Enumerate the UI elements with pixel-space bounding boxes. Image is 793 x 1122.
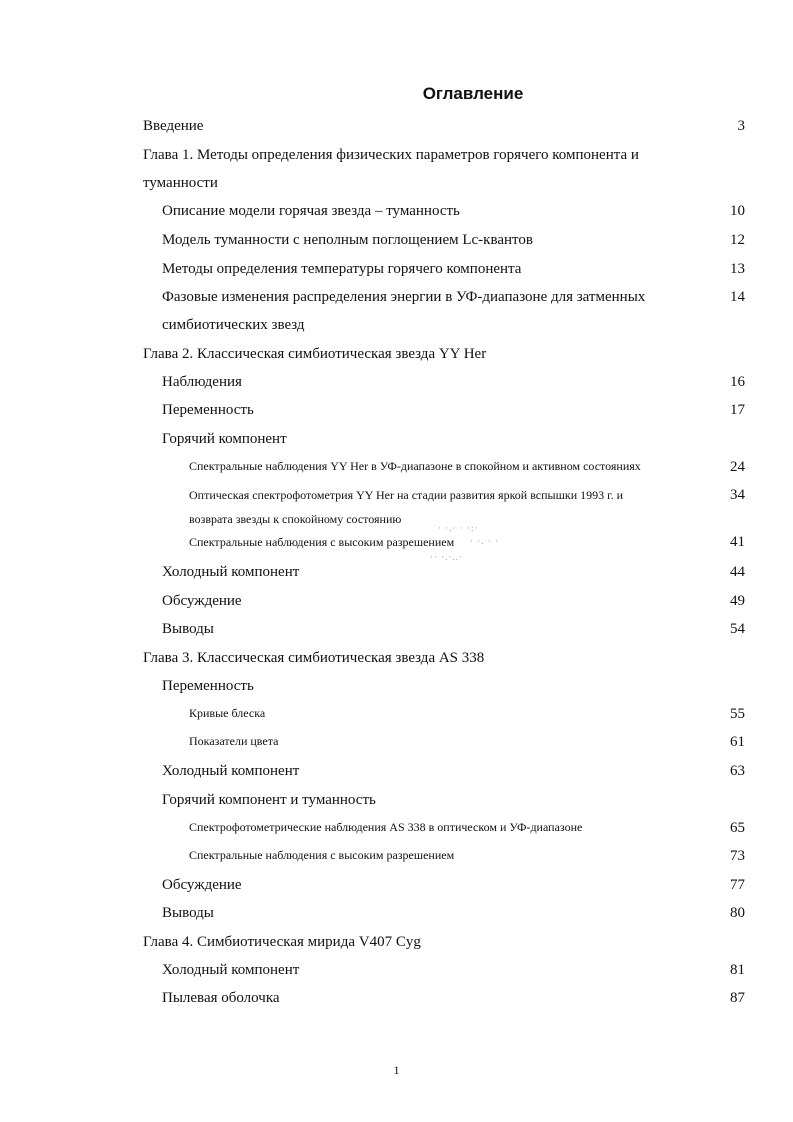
toc-page-number: 77	[730, 877, 745, 893]
toc-page-number: 34	[730, 487, 745, 503]
toc-section-2-6[interactable]: Выводы	[162, 621, 214, 637]
toc-chapter-4[interactable]: Глава 4. Симбиотическая мирида V407 Cyg	[143, 934, 421, 950]
toc-page-number: 73	[730, 848, 745, 864]
toc-chapter-3[interactable]: Глава 3. Классическая симбиотическая звезда AS 338	[143, 650, 485, 666]
toc-section-2-3[interactable]: Горячий компонент	[162, 431, 287, 447]
toc-section-3-4[interactable]: Обсуждение	[162, 877, 242, 893]
toc-page-number: 87	[730, 990, 745, 1006]
page-title: Оглавление	[422, 84, 524, 103]
toc-page-number: 49	[730, 593, 745, 609]
toc-section-2-1[interactable]: Наблюдения	[162, 374, 242, 390]
toc-page-number: 14	[730, 289, 745, 305]
scan-noise: ·· ·.·..·	[430, 552, 463, 562]
toc-page-number: 80	[730, 905, 745, 921]
toc-subsection-2-3-1[interactable]: Спектральные наблюдения YY Her в УФ-диапазоне в спокойном и активном состояниях	[189, 459, 641, 473]
toc-subsection-3-3-2[interactable]: Спектральные наблюдения с высоким разрешением	[189, 848, 455, 862]
scan-noise: · ·.· · ·:·	[438, 523, 479, 533]
toc-section-3-5[interactable]: Выводы	[162, 905, 214, 921]
toc-subsection-3-1-1[interactable]: Кривые блеска	[189, 706, 266, 720]
toc-section-2-2[interactable]: Переменность	[162, 402, 254, 418]
toc-subsection-3-3-1[interactable]: Спектрофотометрические наблюдения AS 338 в оптическом и УФ-диапазоне	[189, 820, 583, 834]
toc-page-number: 63	[730, 763, 745, 779]
toc-section-2-4[interactable]: Холодный компонент	[162, 564, 300, 580]
toc-section-4-1[interactable]: Холодный компонент	[162, 962, 300, 978]
toc-page-number: 65	[730, 820, 745, 836]
toc-page-number: 55	[730, 706, 745, 722]
toc-section-4-2[interactable]: Пылевая оболочка	[162, 990, 280, 1006]
toc-page-number: 41	[730, 534, 745, 550]
toc-subsection-2-3-3[interactable]: Спектральные наблюдения с высоким разрешением	[189, 535, 455, 549]
toc-page-number: 10	[730, 203, 745, 219]
toc-section-1-1[interactable]: Описание модели горячая звезда – туманность	[162, 203, 460, 219]
toc-page-number: 13	[730, 261, 745, 277]
toc-entry-introduction[interactable]: Введение	[143, 118, 204, 134]
toc-page-number: 81	[730, 962, 745, 978]
toc-page-number: 3	[737, 118, 745, 134]
toc-section-3-2[interactable]: Холодный компонент	[162, 763, 300, 779]
scan-noise: · ·. · ·	[470, 536, 499, 546]
toc-section-2-5[interactable]: Обсуждение	[162, 593, 242, 609]
toc-section-1-4-continued[interactable]: симбиотических звезд	[162, 317, 305, 333]
toc-subsection-3-1-2[interactable]: Показатели цвета	[189, 734, 279, 748]
toc-page-number: 12	[730, 232, 745, 248]
toc-page-number: 61	[730, 734, 745, 750]
toc-page-number: 44	[730, 564, 745, 580]
toc-page-number: 16	[730, 374, 745, 390]
toc-section-1-3[interactable]: Методы определения температуры горячего компонента	[162, 261, 522, 277]
toc-chapter-2[interactable]: Глава 2. Классическая симбиотическая звезда YY Her	[143, 346, 487, 362]
page-footer-number: 1	[393, 1063, 400, 1077]
toc-chapter-1-continued[interactable]: туманности	[143, 175, 218, 191]
toc-section-1-2[interactable]: Модель туманности с неполным поглощением Lc-квантов	[162, 232, 533, 248]
toc-page-number: 17	[730, 402, 745, 418]
toc-page-number: 54	[730, 621, 745, 637]
toc-subsection-2-3-2-continued[interactable]: возврата звезды к спокойному состоянию	[189, 512, 402, 526]
toc-chapter-1[interactable]: Глава 1. Методы определения физических параметров горячего компонента и	[143, 147, 639, 163]
toc-section-3-3[interactable]: Горячий компонент и туманность	[162, 792, 376, 808]
toc-page-number: 24	[730, 459, 745, 475]
toc-subsection-2-3-2[interactable]: Оптическая спектрофотометрия YY Her на стадии развития яркой вспышки 1993 г. и	[189, 488, 624, 502]
toc-section-3-1[interactable]: Переменность	[162, 678, 254, 694]
toc-section-1-4[interactable]: Фазовые изменения распределения энергии в УФ-диапазоне для затменных	[162, 289, 646, 305]
